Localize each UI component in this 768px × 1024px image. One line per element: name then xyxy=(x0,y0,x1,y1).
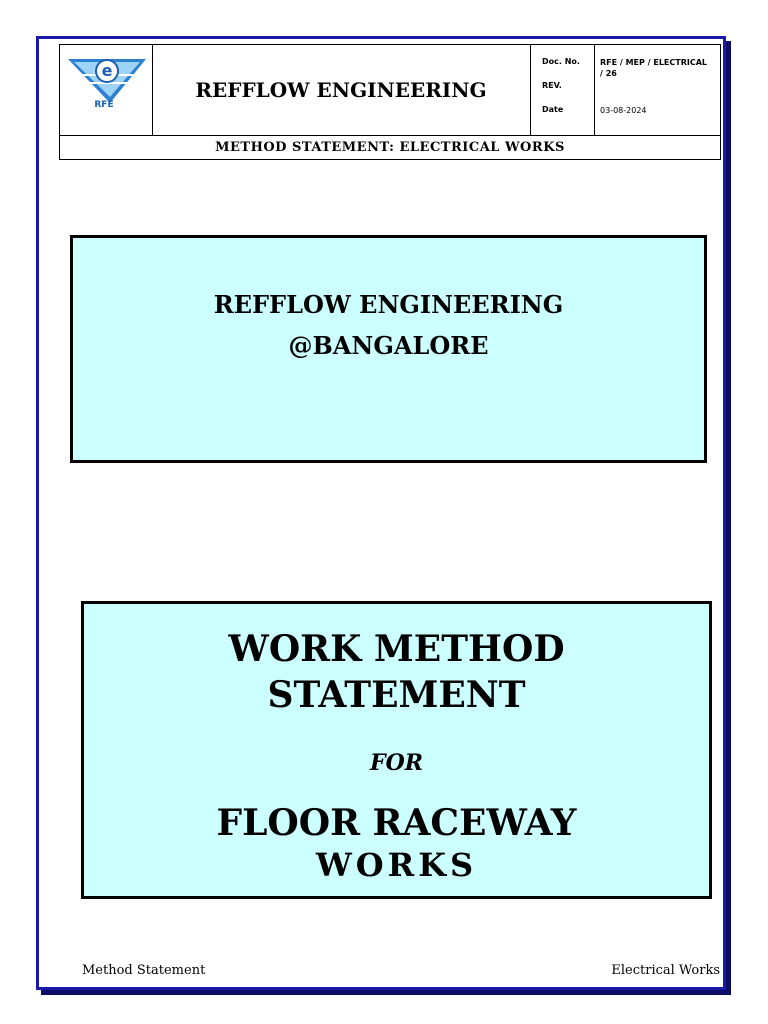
date-label: Date xyxy=(542,105,564,114)
doc-no-value: RFE / MEP / ELECTRICAL / 26 xyxy=(600,58,708,78)
document-header xyxy=(59,44,721,160)
header-subtitle-row xyxy=(60,136,720,159)
header-top-row xyxy=(60,45,720,136)
company-name-cell xyxy=(152,45,531,135)
logo-text: RFE xyxy=(94,100,114,110)
svg-text:e: e xyxy=(101,61,113,80)
title-line4: WORKS xyxy=(315,846,478,884)
doc-no-label: Doc. No. xyxy=(542,57,580,66)
title-line2: STATEMENT xyxy=(267,674,526,716)
title-box xyxy=(81,601,712,899)
company-box xyxy=(70,235,707,463)
rev-label: REV. xyxy=(542,81,562,90)
logo-cell xyxy=(60,45,153,135)
label-cell xyxy=(530,45,595,135)
company-box-line1: REFFLOW ENGINEERING xyxy=(213,290,564,319)
company-box-line2: @BANGALORE xyxy=(288,331,489,360)
company-logo-icon xyxy=(60,45,152,135)
title-line3: FLOOR RACEWAY xyxy=(216,802,577,844)
header-subtitle: METHOD STATEMENT: ELECTRICAL WORKS xyxy=(215,140,565,155)
title-for: FOR xyxy=(369,750,424,776)
footer-right: Electrical Works xyxy=(611,963,720,978)
company-name: REFFLOW ENGINEERING xyxy=(195,78,487,102)
value-cell xyxy=(594,45,720,135)
date-value: 03-08-2024 xyxy=(600,106,647,115)
footer-left: Method Statement xyxy=(82,963,206,978)
title-line1: WORK METHOD xyxy=(228,628,565,670)
